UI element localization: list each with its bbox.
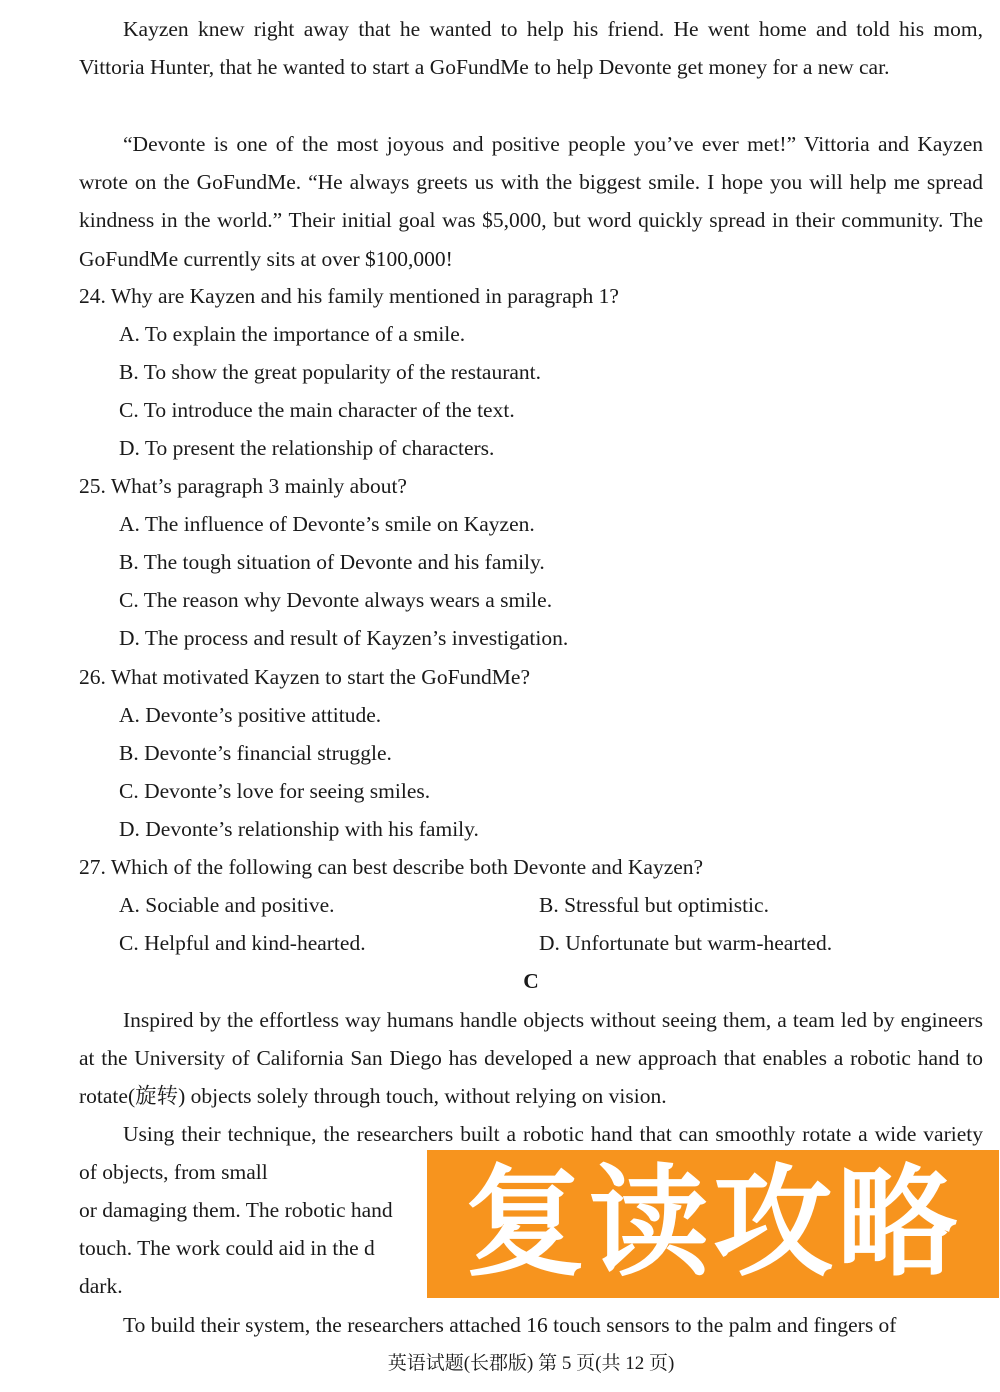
- question-24-option-a[interactable]: A. To explain the importance of a smile.: [119, 322, 466, 346]
- question-27-option-c[interactable]: C. Helpful and kind-hearted.: [119, 931, 366, 955]
- question-25-option-c[interactable]: C. The reason why Devonte always wears a smile.: [119, 588, 553, 612]
- question-26-option-b[interactable]: B. Devonte’s financial struggle.: [119, 741, 392, 765]
- question-27-stem: 27. Which of the following can best describe both Devonte and Kayzen?: [79, 855, 704, 879]
- section-c-paragraph-3: To build their system, the researchers attached 16 touch sensors to the palm and fingers of: [123, 1313, 897, 1337]
- question-26-stem: 26. What motivated Kayzen to start the GoFundMe?: [79, 665, 530, 689]
- question-25-stem: 25. What’s paragraph 3 mainly about?: [79, 474, 407, 498]
- question-26-option-c[interactable]: C. Devonte’s love for seeing smiles.: [119, 779, 431, 803]
- question-24-option-c[interactable]: C. To introduce the main character of the text.: [119, 398, 515, 422]
- passage-paragraph-kayzen: Kayzen knew right away that he wanted to help his friend. He went home and told his mom, Vittoria Hunter, that he wanted to start a GoFundMe to help Devonte get money for a new car.: [79, 17, 983, 80]
- question-25-option-d[interactable]: D. The process and result of Kayzen’s investigation.: [119, 626, 569, 650]
- question-24-option-d[interactable]: D. To present the relationship of characters.: [119, 436, 495, 460]
- section-c-paragraph-2: Using their technique, the researchers built a robotic hand that can smoothly rotate a wide variety of objects, from small: [79, 1122, 983, 1185]
- question-25-option-a[interactable]: A. The influence of Devonte’s smile on Kayzen.: [119, 512, 535, 536]
- watermark-banner: [427, 1150, 999, 1298]
- question-27-option-d[interactable]: D. Unfortunate but warm-hearted.: [539, 931, 833, 955]
- section-c-paragraph-2-line-4: dark.: [79, 1274, 123, 1298]
- question-25-option-b[interactable]: B. The tough situation of Devonte and his family.: [119, 550, 545, 574]
- question-24-option-b[interactable]: B. To show the great popularity of the restaurant.: [119, 360, 542, 384]
- page-footer: 英语试题(长郡版) 第 5 页(共 12 页): [387, 1353, 675, 1374]
- question-26-option-d[interactable]: D. Devonte’s relationship with his family.: [119, 817, 479, 841]
- question-26-option-a[interactable]: A. Devonte’s positive attitude.: [119, 703, 382, 727]
- watermark-text: 复读攻略: [465, 1154, 961, 1293]
- passage-paragraph-gofundme: “Devonte is one of the most joyous and positive people you’ve ever met!” Vittoria and Kayzen wrote on the GoFundMe. “He always greets us with the biggest smile. I hope you will help me spread kindness in the world.” Their initial goal was $5,000, but word quickly spread in their community. The GoFundMe currently sits at over $100,000!: [79, 132, 983, 271]
- section-c-paragraph-2-line-3: touch. The work could aid in the d: [79, 1236, 375, 1260]
- question-27-option-a[interactable]: A. Sociable and positive.: [119, 893, 335, 917]
- question-24-stem: 24. Why are Kayzen and his family mentioned in paragraph 1?: [79, 284, 619, 308]
- question-27-option-b[interactable]: B. Stressful but optimistic.: [539, 893, 769, 917]
- section-c-paragraph-1: Inspired by the effortless way humans handle objects without seeing them, a team led by engineers at the University of California San Diego has developed a new approach that enables a robotic hand to rotate(旋转) objects solely through touch, without relying on vision.: [79, 1008, 983, 1109]
- section-c-heading: C: [523, 969, 539, 993]
- section-c-paragraph-2-line-2: or damaging them. The robotic hand: [79, 1198, 393, 1222]
